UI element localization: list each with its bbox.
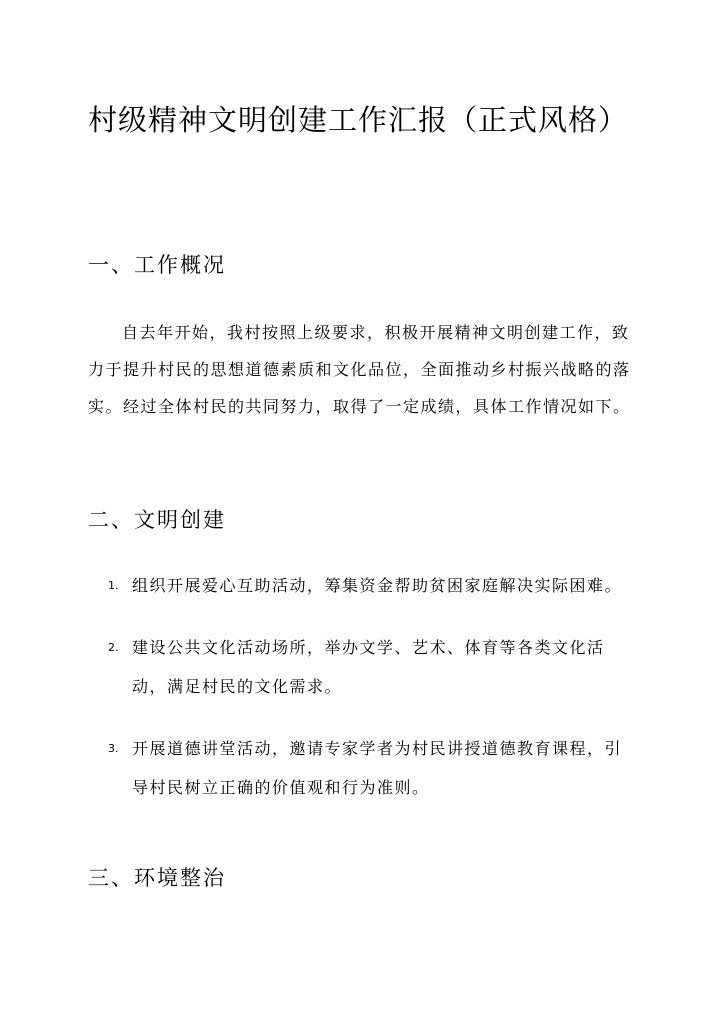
section-heading-overview: 一、工作概况 (88, 253, 226, 277)
list-item (88, 628, 636, 706)
list-item-text: 建设公共文化活动场所，举办文学、艺术、体育等各类文化活动，满足村民的文化需求。 (132, 638, 605, 696)
civilization-list (88, 566, 636, 830)
list-item-number: 1. (108, 579, 119, 592)
document-title: 村级精神文明创建工作汇报（正式风格） (88, 103, 629, 137)
list-item-text: 开展道德讲堂活动，邀请专家学者为村民讲授道德教育课程，引导村民树立正确的价值观和行为准则。 (132, 739, 623, 797)
list-item (88, 566, 636, 605)
section-heading-civilization: 二、文明创建 (88, 508, 226, 532)
list-item-text: 组织开展爱心互助活动，筹集资金帮助贫困家庭解决实际困难。 (132, 576, 623, 595)
section-paragraph-overview: 自去年开始，我村按照上级要求，积极开展精神文明创建工作，致力于提升村民的思想道德素质和文化品位，全面推动乡村振兴战略的落实。经过全体村民的共同努力，取得了一定成绩，具体工作情况如下。 (88, 323, 631, 416)
list-item (88, 729, 636, 807)
list-item-number: 3. (108, 742, 119, 755)
list-item-number: 2. (108, 641, 119, 654)
section-heading-environment: 三、环境整治 (88, 866, 226, 890)
